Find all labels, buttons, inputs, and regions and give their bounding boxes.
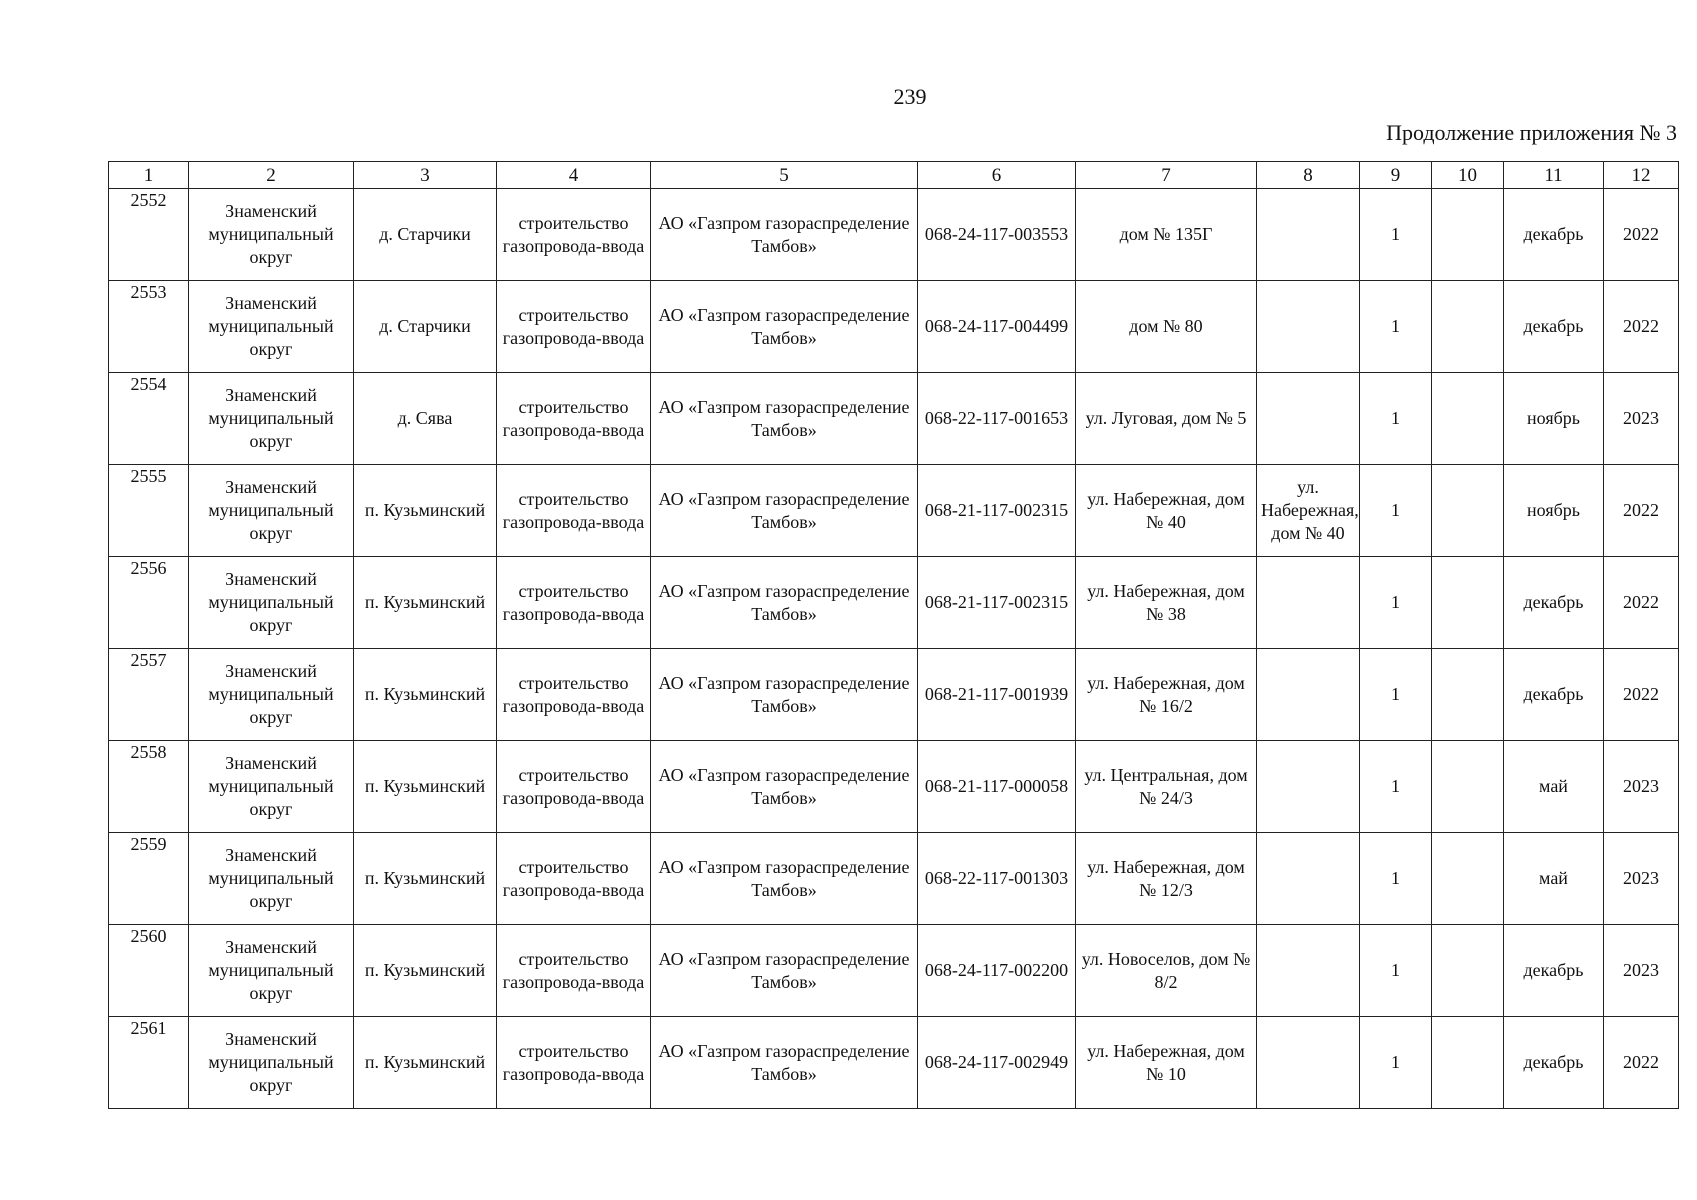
work-type-cell: строительство газопровода-ввода xyxy=(497,373,651,465)
address-cell: дом № 80 xyxy=(1076,281,1257,373)
year-cell: 2023 xyxy=(1604,741,1679,833)
work-type-cell: строительство газопровода-ввода xyxy=(497,1017,651,1109)
settlement-cell: д. Сява xyxy=(354,373,497,465)
organization-cell: АО «Газпром газораспределение Тамбов» xyxy=(651,465,918,557)
work-type-cell: строительство газопровода-ввода xyxy=(497,833,651,925)
column-header: 5 xyxy=(651,162,918,189)
work-type-cell: строительство газопровода-ввода xyxy=(497,649,651,741)
quantity-cell: 1 xyxy=(1360,281,1432,373)
column-10-cell xyxy=(1432,281,1504,373)
month-cell: декабрь xyxy=(1504,649,1604,741)
month-cell: декабрь xyxy=(1504,281,1604,373)
organization-cell: АО «Газпром газораспределение Тамбов» xyxy=(651,373,918,465)
year-cell: 2022 xyxy=(1604,557,1679,649)
application-number-cell: 068-21-117-001939 xyxy=(918,649,1076,741)
month-cell: декабрь xyxy=(1504,1017,1604,1109)
application-number-cell: 068-24-117-004499 xyxy=(918,281,1076,373)
table-row xyxy=(109,189,1679,281)
month-cell: май xyxy=(1504,741,1604,833)
column-10-cell xyxy=(1432,465,1504,557)
table-row xyxy=(109,649,1679,741)
quantity-cell: 1 xyxy=(1360,373,1432,465)
settlement-cell: д. Старчики xyxy=(354,281,497,373)
municipality-cell: Знаменский муниципальный округ xyxy=(189,557,354,649)
column-number-header-row xyxy=(109,162,1679,189)
row-number-cell: 2559 xyxy=(109,833,189,925)
quantity-cell: 1 xyxy=(1360,465,1432,557)
column-header: 10 xyxy=(1432,162,1504,189)
column-8-cell xyxy=(1257,373,1360,465)
column-header: 4 xyxy=(497,162,651,189)
quantity-cell: 1 xyxy=(1360,1017,1432,1109)
row-number-cell: 2561 xyxy=(109,1017,189,1109)
column-header: 11 xyxy=(1504,162,1604,189)
application-number-cell: 068-24-117-002949 xyxy=(918,1017,1076,1109)
column-10-cell xyxy=(1432,925,1504,1017)
table-row xyxy=(109,1017,1679,1109)
registry-table xyxy=(108,161,1679,1109)
month-cell: декабрь xyxy=(1504,189,1604,281)
settlement-cell: д. Старчики xyxy=(354,189,497,281)
settlement-cell: п. Кузьминский xyxy=(354,833,497,925)
organization-cell: АО «Газпром газораспределение Тамбов» xyxy=(651,741,918,833)
row-number-cell: 2560 xyxy=(109,925,189,1017)
table-row xyxy=(109,833,1679,925)
application-number-cell: 068-21-117-002315 xyxy=(918,465,1076,557)
row-number-cell: 2555 xyxy=(109,465,189,557)
row-number-cell: 2552 xyxy=(109,189,189,281)
work-type-cell: строительство газопровода-ввода xyxy=(497,281,651,373)
work-type-cell: строительство газопровода-ввода xyxy=(497,465,651,557)
year-cell: 2022 xyxy=(1604,465,1679,557)
work-type-cell: строительство газопровода-ввода xyxy=(497,189,651,281)
organization-cell: АО «Газпром газораспределение Тамбов» xyxy=(651,1017,918,1109)
application-number-cell: 068-22-117-001653 xyxy=(918,373,1076,465)
address-cell: ул. Набережная, дом № 38 xyxy=(1076,557,1257,649)
column-10-cell xyxy=(1432,557,1504,649)
year-cell: 2023 xyxy=(1604,925,1679,1017)
column-8-cell xyxy=(1257,557,1360,649)
quantity-cell: 1 xyxy=(1360,741,1432,833)
municipality-cell: Знаменский муниципальный округ xyxy=(189,833,354,925)
year-cell: 2022 xyxy=(1604,189,1679,281)
month-cell: декабрь xyxy=(1504,925,1604,1017)
settlement-cell: п. Кузьминский xyxy=(354,557,497,649)
municipality-cell: Знаменский муниципальный округ xyxy=(189,465,354,557)
quantity-cell: 1 xyxy=(1360,925,1432,1017)
table-row xyxy=(109,281,1679,373)
year-cell: 2023 xyxy=(1604,833,1679,925)
year-cell: 2022 xyxy=(1604,281,1679,373)
column-8-cell xyxy=(1257,649,1360,741)
month-cell: декабрь xyxy=(1504,557,1604,649)
municipality-cell: Знаменский муниципальный округ xyxy=(189,1017,354,1109)
settlement-cell: п. Кузьминский xyxy=(354,741,497,833)
column-8-cell xyxy=(1257,741,1360,833)
application-number-cell: 068-22-117-001303 xyxy=(918,833,1076,925)
table-row xyxy=(109,741,1679,833)
row-number-cell: 2556 xyxy=(109,557,189,649)
row-number-cell: 2558 xyxy=(109,741,189,833)
address-cell: ул. Набережная, дом № 10 xyxy=(1076,1017,1257,1109)
table-row xyxy=(109,557,1679,649)
municipality-cell: Знаменский муниципальный округ xyxy=(189,281,354,373)
municipality-cell: Знаменский муниципальный округ xyxy=(189,741,354,833)
appendix-continuation-title: Продолжение приложения № 3 xyxy=(1386,120,1677,145)
row-number-cell: 2557 xyxy=(109,649,189,741)
row-number-cell: 2554 xyxy=(109,373,189,465)
month-cell: ноябрь xyxy=(1504,465,1604,557)
municipality-cell: Знаменский муниципальный округ xyxy=(189,649,354,741)
organization-cell: АО «Газпром газораспределение Тамбов» xyxy=(651,189,918,281)
column-header: 12 xyxy=(1604,162,1679,189)
column-10-cell xyxy=(1432,833,1504,925)
address-cell: ул. Центральная, дом № 24/3 xyxy=(1076,741,1257,833)
column-10-cell xyxy=(1432,373,1504,465)
column-10-cell xyxy=(1432,649,1504,741)
column-header: 8 xyxy=(1257,162,1360,189)
year-cell: 2022 xyxy=(1604,1017,1679,1109)
row-number-cell: 2553 xyxy=(109,281,189,373)
work-type-cell: строительство газопровода-ввода xyxy=(497,925,651,1017)
settlement-cell: п. Кузьминский xyxy=(354,465,497,557)
column-10-cell xyxy=(1432,1017,1504,1109)
column-10-cell xyxy=(1432,741,1504,833)
organization-cell: АО «Газпром газораспределение Тамбов» xyxy=(651,833,918,925)
column-header: 1 xyxy=(109,162,189,189)
address-cell: ул. Новоселов, дом № 8/2 xyxy=(1076,925,1257,1017)
column-header: 6 xyxy=(918,162,1076,189)
application-number-cell: 068-24-117-002200 xyxy=(918,925,1076,1017)
address-cell: дом № 135Г xyxy=(1076,189,1257,281)
application-number-cell: 068-21-117-002315 xyxy=(918,557,1076,649)
organization-cell: АО «Газпром газораспределение Тамбов» xyxy=(651,925,918,1017)
organization-cell: АО «Газпром газораспределение Тамбов» xyxy=(651,281,918,373)
organization-cell: АО «Газпром газораспределение Тамбов» xyxy=(651,557,918,649)
municipality-cell: Знаменский муниципальный округ xyxy=(189,189,354,281)
month-cell: ноябрь xyxy=(1504,373,1604,465)
settlement-cell: п. Кузьминский xyxy=(354,1017,497,1109)
column-header: 7 xyxy=(1076,162,1257,189)
table-row xyxy=(109,373,1679,465)
quantity-cell: 1 xyxy=(1360,557,1432,649)
column-8-cell: ул. Набережная, дом № 40 xyxy=(1257,465,1360,557)
column-header: 9 xyxy=(1360,162,1432,189)
work-type-cell: строительство газопровода-ввода xyxy=(497,557,651,649)
table-row xyxy=(109,925,1679,1017)
address-cell: ул. Луговая, дом № 5 xyxy=(1076,373,1257,465)
column-10-cell xyxy=(1432,189,1504,281)
month-cell: май xyxy=(1504,833,1604,925)
column-8-cell xyxy=(1257,925,1360,1017)
quantity-cell: 1 xyxy=(1360,649,1432,741)
settlement-cell: п. Кузьминский xyxy=(354,925,497,1017)
quantity-cell: 1 xyxy=(1360,189,1432,281)
column-8-cell xyxy=(1257,189,1360,281)
year-cell: 2023 xyxy=(1604,373,1679,465)
settlement-cell: п. Кузьминский xyxy=(354,649,497,741)
quantity-cell: 1 xyxy=(1360,833,1432,925)
year-cell: 2022 xyxy=(1604,649,1679,741)
address-cell: ул. Набережная, дом № 12/3 xyxy=(1076,833,1257,925)
municipality-cell: Знаменский муниципальный округ xyxy=(189,373,354,465)
organization-cell: АО «Газпром газораспределение Тамбов» xyxy=(651,649,918,741)
address-cell: ул. Набережная, дом № 16/2 xyxy=(1076,649,1257,741)
column-8-cell xyxy=(1257,833,1360,925)
table-row xyxy=(109,465,1679,557)
column-8-cell xyxy=(1257,281,1360,373)
page-number: 239 xyxy=(893,84,927,109)
work-type-cell: строительство газопровода-ввода xyxy=(497,741,651,833)
application-number-cell: 068-21-117-000058 xyxy=(918,741,1076,833)
application-number-cell: 068-24-117-003553 xyxy=(918,189,1076,281)
address-cell: ул. Набережная, дом № 40 xyxy=(1076,465,1257,557)
column-8-cell xyxy=(1257,1017,1360,1109)
column-header: 3 xyxy=(354,162,497,189)
column-header: 2 xyxy=(189,162,354,189)
municipality-cell: Знаменский муниципальный округ xyxy=(189,925,354,1017)
